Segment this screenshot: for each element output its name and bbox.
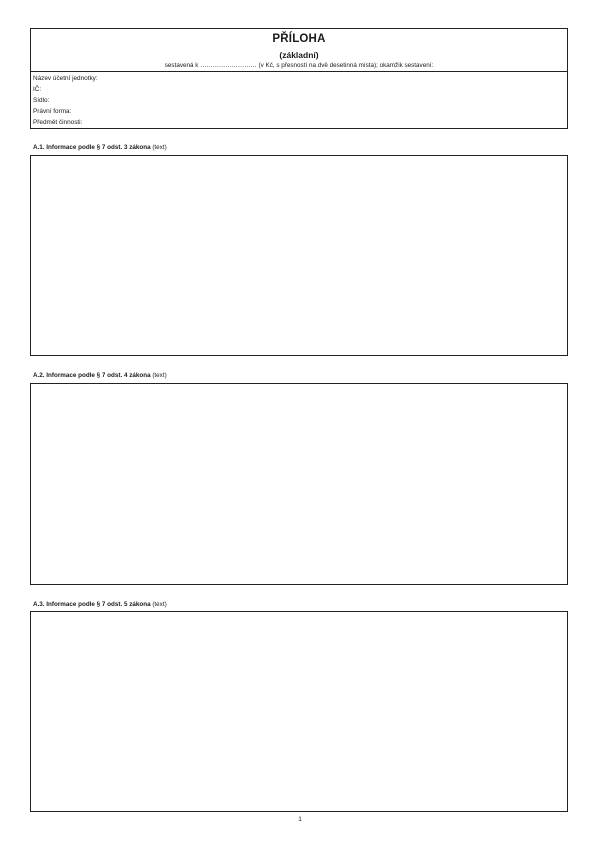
document-subtitle: (základní): [279, 50, 319, 60]
section-a2-title-note: (text): [150, 372, 167, 379]
section-a2-title-bold: A.2. Informace podle § 7 odst. 4 zákona: [33, 372, 151, 379]
field-business-activity: Předmět činnosti:: [33, 119, 83, 126]
section-a1-title-bold: A.1. Informace podle § 7 odst. 3 zákona: [33, 144, 151, 151]
section-a2-title: [33, 372, 167, 380]
compiled-date-line: sestavená k ……………………… (v Kč, s přesností na dvě desetinná místa); okamžik sestavení:: [164, 62, 434, 69]
page-number: 1: [298, 816, 302, 823]
section-a3-title-note: (text): [150, 601, 167, 608]
header-title-area: [31, 29, 567, 72]
header-box: [30, 28, 568, 129]
section-a1-title: [33, 144, 167, 152]
field-entity-name: Název účetní jednotky:: [33, 75, 98, 82]
section-a3-title: [33, 601, 167, 609]
section-a2-text-area[interactable]: [30, 383, 568, 585]
section-a3-title-bold: A.3. Informace podle § 7 odst. 5 zákona: [33, 601, 151, 608]
section-a3-text-area[interactable]: [30, 611, 568, 812]
field-ic: IČ:: [33, 86, 42, 93]
document-title: PŘÍLOHA: [272, 33, 326, 45]
section-a1-text-area[interactable]: [30, 155, 568, 356]
section-a1-title-note: (text): [150, 144, 167, 151]
entity-fields: [31, 72, 567, 128]
field-seat: Sídlo:: [33, 97, 50, 104]
field-legal-form: Právní forma:: [33, 108, 72, 115]
